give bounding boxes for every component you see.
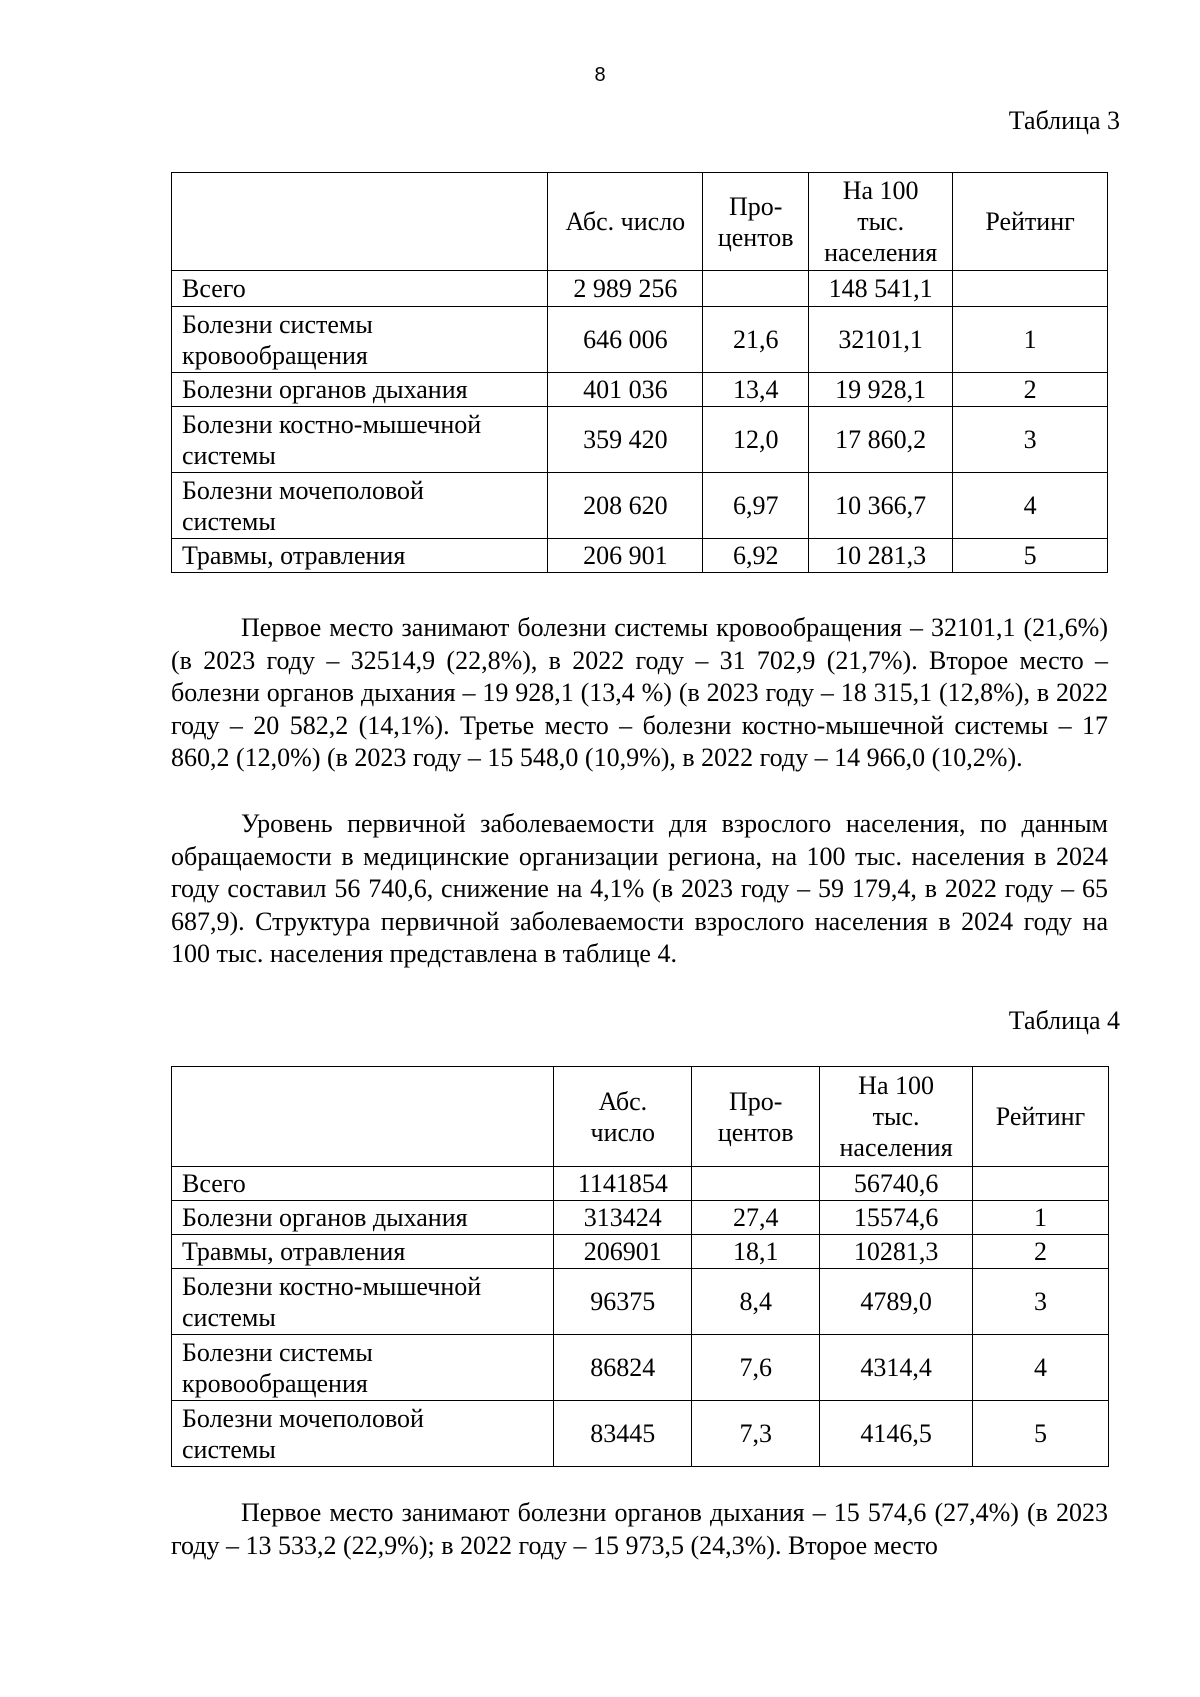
cell-value: 1 — [973, 1201, 1109, 1235]
header-cell: На 100 тыс. населения — [809, 173, 953, 271]
header-cell — [172, 1067, 554, 1167]
row-label: Травмы, отравления — [172, 539, 548, 573]
table-row — [172, 407, 1108, 473]
table-4-caption: Таблица 4 — [1008, 1006, 1120, 1035]
table-3 — [171, 172, 1108, 573]
header-cell: Рейтинг — [973, 1067, 1109, 1167]
row-label: Болезни костно-мышечной системы — [172, 1269, 554, 1335]
cell-value: 2 — [973, 1235, 1109, 1269]
table-row — [172, 271, 1108, 307]
cell-value: 13,4 — [703, 373, 809, 407]
cell-value: 32101,1 — [809, 307, 953, 373]
cell-value: 2 989 256 — [548, 271, 703, 307]
row-label: Болезни системы кровообращения — [172, 307, 548, 373]
row-label: Всего — [172, 271, 548, 307]
header-cell: Абс. число — [548, 173, 703, 271]
cell-value — [703, 271, 809, 307]
cell-value: 4 — [973, 1335, 1109, 1401]
cell-value: 56740,6 — [820, 1167, 973, 1201]
header-cell — [172, 173, 548, 271]
table-row — [172, 373, 1108, 407]
cell-value: 10 366,7 — [809, 473, 953, 539]
table-row — [172, 539, 1108, 573]
header-cell: Абс. число — [554, 1067, 692, 1167]
cell-value: 206 901 — [548, 539, 703, 573]
header-cell: Про- центов — [692, 1067, 820, 1167]
table-row — [172, 1335, 1109, 1401]
row-label: Травмы, отравления — [172, 1235, 554, 1269]
table-row — [172, 1167, 1109, 1201]
row-label: Болезни органов дыхания — [172, 1201, 554, 1235]
cell-value: 19 928,1 — [809, 373, 953, 407]
page-number: 8 — [594, 64, 606, 86]
cell-value — [692, 1167, 820, 1201]
cell-value: 7,6 — [692, 1335, 820, 1401]
row-label: Болезни мочеполовой системы — [172, 473, 548, 539]
cell-value: 6,92 — [703, 539, 809, 573]
table-row — [172, 1201, 1109, 1235]
cell-value: 15574,6 — [820, 1201, 973, 1235]
cell-value: 4789,0 — [820, 1269, 973, 1335]
table-row — [172, 1269, 1109, 1335]
cell-value: 10281,3 — [820, 1235, 973, 1269]
cell-value: 17 860,2 — [809, 407, 953, 473]
cell-value: 10 281,3 — [809, 539, 953, 573]
table-row — [172, 307, 1108, 373]
cell-value: 6,97 — [703, 473, 809, 539]
cell-value: 96375 — [554, 1269, 692, 1335]
cell-value: 1 — [953, 307, 1108, 373]
cell-value: 401 036 — [548, 373, 703, 407]
cell-value: 27,4 — [692, 1201, 820, 1235]
cell-value: 206901 — [554, 1235, 692, 1269]
cell-value: 4146,5 — [820, 1401, 973, 1467]
cell-value: 12,0 — [703, 407, 809, 473]
row-label: Болезни системы кровообращения — [172, 1335, 554, 1401]
cell-value: 21,6 — [703, 307, 809, 373]
cell-value: 4 — [953, 473, 1108, 539]
cell-value: 4314,4 — [820, 1335, 973, 1401]
cell-value: 359 420 — [548, 407, 703, 473]
row-label: Всего — [172, 1167, 554, 1201]
header-cell: Рейтинг — [953, 173, 1108, 271]
cell-value: 86824 — [554, 1335, 692, 1401]
cell-value: 2 — [953, 373, 1108, 407]
paragraph: Первое место занимают болезни органов дыхания – 15 574,6 (27,4%) (в 2023 году – 13 533,2 (22,9%); в 2022 году – 15 973,5 (24,3%). Второе место — [171, 1498, 1108, 1560]
cell-value: 5 — [973, 1401, 1109, 1467]
cell-value: 7,3 — [692, 1401, 820, 1467]
cell-value: 8,4 — [692, 1269, 820, 1335]
cell-value: 646 006 — [548, 307, 703, 373]
cell-value: 313424 — [554, 1201, 692, 1235]
table-4 — [171, 1066, 1109, 1467]
cell-value: 18,1 — [692, 1235, 820, 1269]
cell-value: 3 — [973, 1269, 1109, 1335]
cell-value: 3 — [953, 407, 1108, 473]
table-3-caption: Таблица 3 — [1008, 106, 1120, 135]
cell-value: 1141854 — [554, 1167, 692, 1201]
paragraph: Уровень первичной заболеваемости для взрослого населения, по данным обращаемости в медицинские организации региона, на 100 тыс. населения в 2024 году составил 56 740,6, снижение на 4,1% (в 2023 году – 59 179,4, в 2022 году – 65 687,9). Структура первичной заболеваемости взрослого населения в 2024 году на 100 тыс. населения представлена в таблице 4. — [171, 809, 1108, 968]
table-row — [172, 473, 1108, 539]
table-header-row — [172, 1067, 1109, 1167]
paragraph: Первое место занимают болезни системы кровообращения – 32101,1 (21,6%) (в 2023 году – 32514,9 (22,8%), в 2022 году – 31 702,9 (21,7%). Второе место – болезни органов дыхания – 19 928,1 (13,4 %) (в 2023 году – 18 315,1 (12,8%), в 2022 году – 20 582,2 (14,1%). Третье место – болезни костно-мышечной системы – 17 860,2 (12,0%) (в 2023 году – 15 548,0 (10,9%), в 2022 году – 14 966,0 (10,2%). — [171, 613, 1108, 772]
cell-value: 148 541,1 — [809, 271, 953, 307]
cell-value — [973, 1167, 1109, 1201]
table-row — [172, 1401, 1109, 1467]
cell-value — [953, 271, 1108, 307]
row-label: Болезни костно-мышечной системы — [172, 407, 548, 473]
cell-value: 5 — [953, 539, 1108, 573]
table-row — [172, 1235, 1109, 1269]
row-label: Болезни органов дыхания — [172, 373, 548, 407]
cell-value: 83445 — [554, 1401, 692, 1467]
row-label: Болезни мочеполовой системы — [172, 1401, 554, 1467]
header-cell: Про- центов — [703, 173, 809, 271]
header-cell: На 100 тыс. населения — [820, 1067, 973, 1167]
table-header-row — [172, 173, 1108, 271]
cell-value: 208 620 — [548, 473, 703, 539]
